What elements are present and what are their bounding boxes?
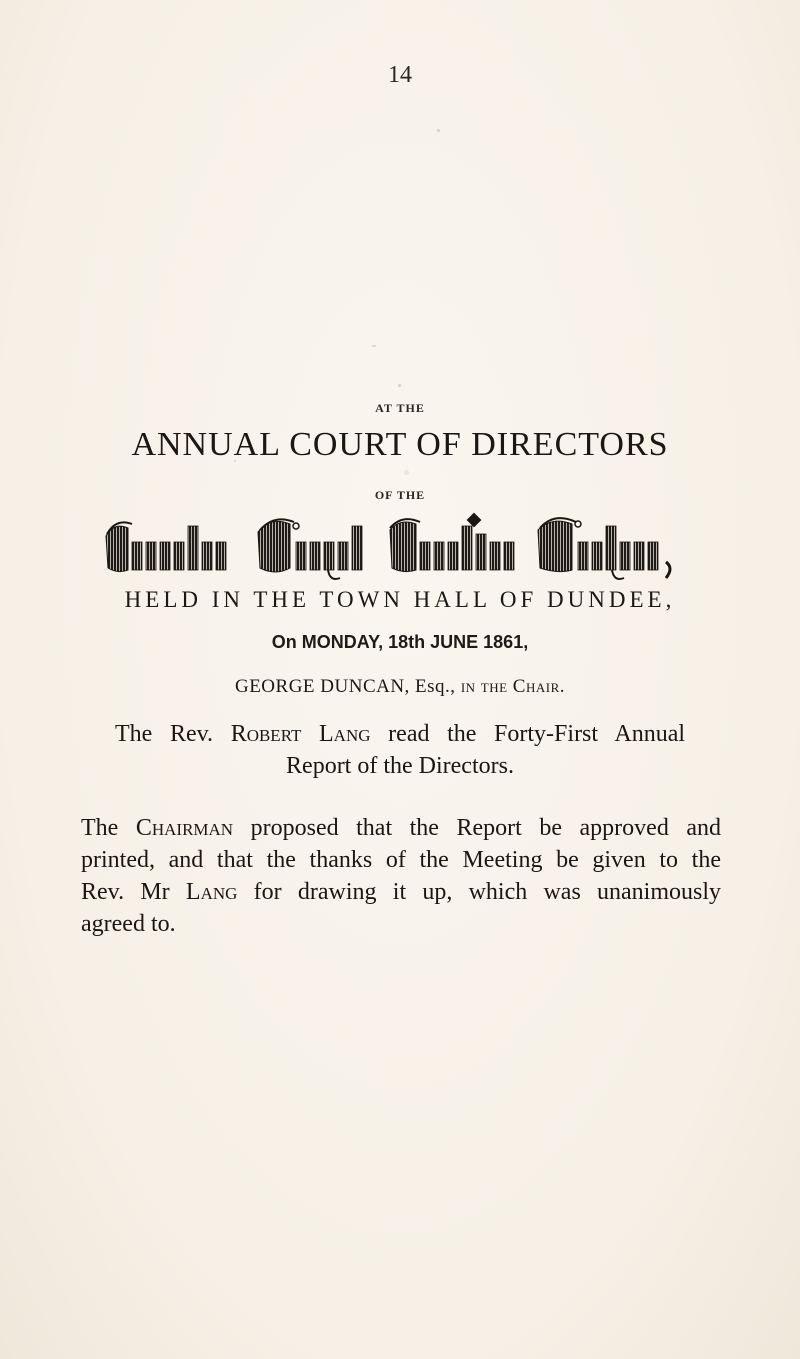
heading-at-the: AT THE	[375, 401, 425, 415]
chair-line	[0, 676, 800, 698]
chair-role: in the Chair.	[460, 676, 565, 697]
paragraph-2-line-1	[81, 812, 721, 844]
lang-name: Lang	[185, 879, 238, 905]
meeting-date: On MONDAY, 18th JUNE 1861,	[271, 632, 529, 652]
paper-speck	[404, 470, 409, 475]
paragraph-1-text-b: read the Forty-First Annual	[388, 721, 686, 747]
paragraph-1-text-a: The Rev.	[115, 721, 214, 747]
paragraph-resolution	[81, 812, 721, 940]
paragraph-2-line-2: printed, and that the thanks of the Meeting be given to the	[81, 847, 721, 873]
paragraph-2-text-b: proposed that the Report be approved and	[250, 815, 721, 841]
paragraph-2-text-a: The	[81, 815, 119, 841]
chair-name: GEORGE DUNCAN, Esq.,	[234, 676, 456, 697]
chairman-word: Chairman	[135, 815, 234, 841]
page-number: 14	[388, 62, 412, 88]
paragraph-report-read	[115, 718, 685, 782]
paper-speck	[398, 384, 401, 387]
paragraph-1-line-2: Report of the Directors.	[286, 753, 514, 779]
paper-speck	[437, 129, 440, 132]
institution-name-blackletter	[0, 512, 800, 584]
paragraph-2-line-3	[81, 876, 721, 908]
paper-speck	[372, 345, 376, 347]
paragraph-2-line-4: agreed to.	[81, 911, 176, 937]
heading-of-the: OF THE	[374, 488, 426, 502]
institution-name-artwork	[100, 512, 700, 584]
paragraph-1-line-1	[115, 718, 685, 750]
paragraph-2-text-c: Rev. Mr	[81, 879, 170, 905]
held-in-line: HELD IN THE TOWN HALL OF DUNDEE,	[124, 587, 676, 612]
court-title: ANNUAL COURT OF DIRECTORS	[131, 426, 669, 463]
reverend-name: Robert Lang	[230, 721, 371, 747]
paper-speck	[234, 460, 236, 462]
paragraph-2-text-d: for drawing it up, which was unanimously	[253, 879, 722, 905]
